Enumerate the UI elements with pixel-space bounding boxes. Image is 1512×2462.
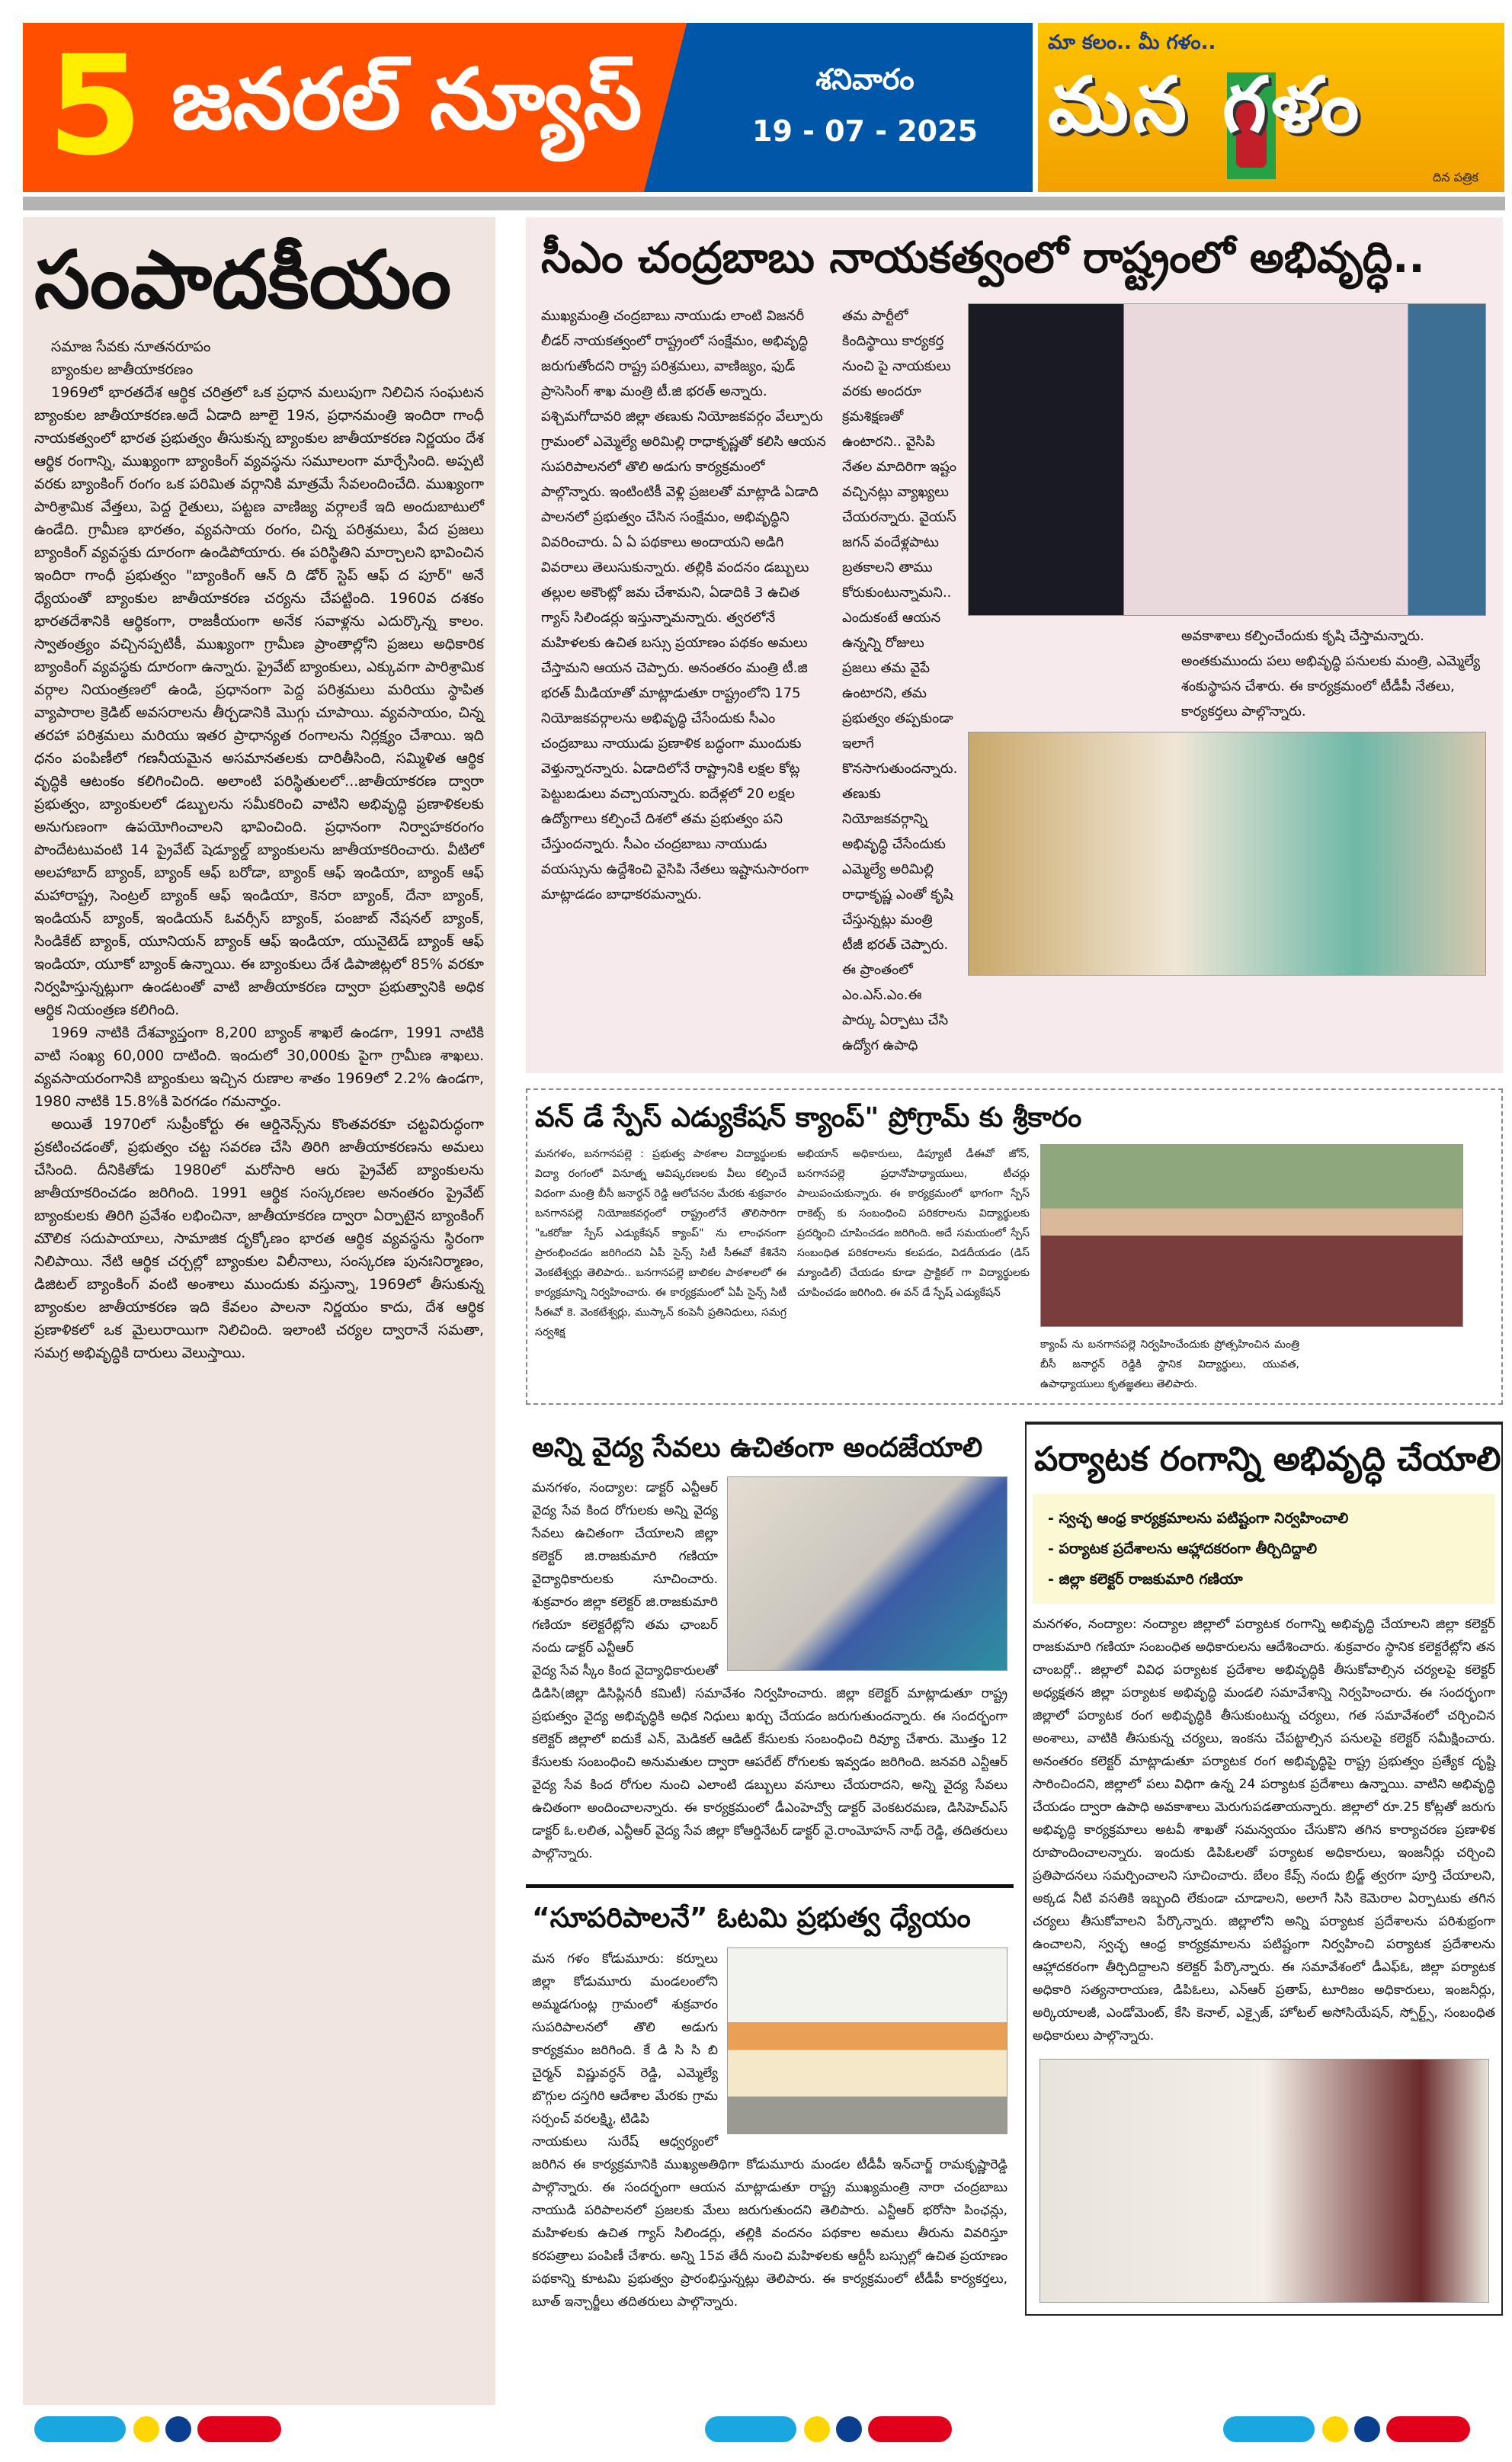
lead-col-1: ముఖ్యమంత్రి చంద్రబాబు నాయుడు లాంటి విజనరీ లీడర్ నాయకత్వంలో రాష్ట్రంలో సంక్షేమం, అభివృద్ధి జరుగుతోందని రాష్ట్ర పరిశ్రమలు, వాణిజ్యం, ఫుడ్ ప్రాసెసింగ్ శాఖ మంత్రి టీ.జి భరత్ అన్నారు. పశ్చిమగోదావరి జిల్లా తణుకు నియోజకవర్గం వేల్పూరు గ్రామంలో ఎమ్మెల్యే అరిమిల్లి రాధాకృష్ణతో కలిసి ఆయన సుపరిపాలనలో తొలి అడుగు కార్యక్రమంలో పాల్గొన్నారు. ఇంటింటికీ వెళ్లి ప్రజలతో మాట్లాడి ఏడాది పాలనలో ప్రభుత్వం చేసిన సంక్షేమం, అభివృద్ధిని వివరించారు. ఏ ఏ పథకాలు అందాయని అడిగి వివరాలు తెలుసుకున్నారు. తల్లికి వందనం డబ్బులు తల్లుల అకౌంట్లో జమ చేశామని, ఏడాదికి 3 ఉచిత గ్యాస్ సిలిండర్లు ఇస్తున్నామన్నారు. త్వరలోనే మహిళలకు ఉచిత బస్సు ప్రయాణం పథకం అమలు చేస్తామని ఆయన చెప్పారు. అనంతరం మంత్రి టీ.జి భరత్ మీడియాతో మాట్లాడుతూ రాష్ట్రంలోని 175 నియోజకవర్గాలను అభివృద్ధి చేసేందుకు సీఎం చంద్రబాబు నాయుడు ప్రణాళిక బద్ధంగా ముందుకు వెళ్తున్నారన్నారు. ఏడాదిలోనే రాష్ట్రానికి లక్షల కోట్ల పెట్టుబడులు వచ్చాయన్నారు. ఐదేళ్లలో 20 లక్షల ఉద్యోగాలు కల్పించే దిశలో తమ ప్రభుత్వం పని చేస్తుందన్నారు. సీఎం చంద్రబాబు నాయుడు వయస్సును ఉద్దేశించి వైసిపి నేతలు ఇష్టానుసారంగా మాట్లాడడం బాధాకరమన్నారు. (541, 308, 826, 903)
tourism-highlights (1033, 1494, 1495, 1604)
lead-col-3: అవకాశాలు కల్పించేందుకు కృషి చేస్తామన్నారు. అంతకుముందు పలు అభివృద్ధి పనులకు మంత్రి, ఎమ్మెల్యే శంకుస్థాపన చేశారు. ఈ కార్యక్రమంలో టీడీపీ నేతలు, కార్యకర్తలు పాల్గొన్నారు. (1181, 628, 1481, 720)
logo-name: మన గళం (1048, 60, 1364, 149)
editorial-paragraph: అయితే 1970లో సుప్రీంకోర్టు ఈ ఆర్డినెన్స్‌ను కొంతవరకూ చట్టవిరుద్ధంగా ప్రకటించడంతో, ప్రభుత్వం చట్ట సవరణ చేసి తిరిగి జాతీయాకరణను అమలు చేసింది. దీనికితోడు 1980లో మరోసారి ఆరు ప్రైవేట్ బ్యాంకులను జాతీయాకరించడం జరిగింది. 1991 ఆర్థిక సంస్కరణల అనంతరం ప్రైవేట్ బ్యాంకులకు తిరిగి ప్రవేశం లభించినా, జాతీయాకరణ ద్వారా ఏర్పాటైన బ్యాంకింగ్ మౌలిక సదుపాయాలు, సామాజిక దృక్కోణం భారత ఆర్థిక వ్యవస్థను స్థిరంగా నిలిపాయి. నేటి ఆర్థిక చర్చల్లో బ్యాంకుల విలీనాలు, సంస్కరణ పునఃనిర్మాణం, డిజిటల్ బ్యాంకింగ్ వంటి అంశాలు ముందుకు వస్తున్నా, 1969లో తీసుకున్న బ్యాంకుల జాతీయాకరణ ఇది కేవలం పాలనా నిర్ణయం కాదు, దేశ ఆర్థిక ప్రణాళికలో ఒక మైలురాయిగా నిలిచింది. ఇలాంటి చర్యల ద్వారానే సమతా, సమగ్ర అభివృద్ధికి దారులు వెలుస్తాయి. (34, 1115, 484, 1361)
lead-photo-minister-visit (968, 303, 1486, 616)
governance-col-1: మన గళం కోడుమూరు: కర్నూలు జిల్లా కోడుమూరు మండలంలోని అమ్మడగుంట్ల గ్రామంలో శుక్రవారం సుపరిపాలనలో తొలి అడుగు కార్యక్రమం జరిగింది. కే డి సి సి బి చైర్మన్ విష్ణువర్ధన్ రెడ్డి, ఎమ్మెల్యే బొగ్గుల దస్తగిరి ఆదేశాల మేరకు గ్రామ సర్పంచ్ వరలక్ష్మి, టిడిపి (532, 1951, 718, 2127)
footer-decor-center (705, 2416, 972, 2444)
left-story-stack (526, 1422, 1014, 2313)
footer-decor-left (34, 2416, 301, 2444)
editorial-subhead: సమాజ సేవకు నూతనరూపం (51, 338, 211, 355)
space-col-2: అభియాన్ అధికారులు, డిప్యూటీ డీఈవో జోన్, బనగానపల్లె ప్రధానోపాధ్యాయులు, టీచర్లు పాలుపంచుకున్నారు. ఈ కార్యక్రమంలో భాగంగా స్పేస్ రాకెట్స్ కు సంబంధించి పరికరాలను విద్యార్థులకు ప్రదర్శించి చూపించడం జరిగింది. అదే సమయంలో స్పేస్ సంబంధిత పరికరాలను కలపడం, విడదీయడం (డిస్ మ్యాండిల్) చేయడం కూడా ప్రాక్టికల్ గా విద్యార్థులకు చూపించడం జరిగింది. ఈ వన్ డే స్పేష్ ఎడ్యుకేషన్ (797, 1147, 1030, 1299)
medical-col-1: మనగళం, నంద్యాల: డాక్టర్ ఎన్టీఆర్ వైద్య సేవ కింద రోగులకు అన్ని వైద్య సేవలు ఉచితంగా చేయాలని జిల్లా కలెక్టర్ జి.రాజకుమారి గణియా వైద్యాధికారులకు సూచించారు. శుక్రవారం జిల్లా కలెక్టర్ జి.రాజకుమారి గణియా కలెక్టరేట్లోని తమ ఛాంబర్ నందు డాక్టర్ ఎన్టీఆర్ (532, 1480, 718, 1656)
editorial-paragraph: 1969 నాటికి దేశవ్యాప్తంగా 8,200 బ్యాంక్ శాఖలే ఉండగా, 1991 నాటికి వాటి సంఖ్య 60,000 దాటింది. ఇందులో 30,000కు పైగా గ్రామీణ శాఖలు. వ్యవసాయరంగానికి బ్యాంకులు ఇచ్చిన రుణాల శాతం 1969లో 2.2% ఉండగా, 1980 నాటికి 15.8%కి పెరగడం గమనార్హం. (34, 1024, 484, 1110)
footer-decor-right (1223, 2416, 1490, 2444)
editorial-column (23, 217, 495, 2405)
governance-headline: “సూపరిపాలనే” ఓటమి ప్రభుత్వ ధ్యేయం (532, 1903, 971, 1935)
editorial-body (34, 335, 484, 1364)
editorial-subhead: బ్యాంకుల జాతీయాకరణం (51, 361, 194, 378)
tourism-headline: పర్యాటక రంగాన్ని అభివృద్ధి చేయాలి (1034, 1439, 1501, 1479)
tourism-body: మనగళం, నంద్యాల: నంద్యాల జిల్లాలో పర్యాటక రంగాన్ని అభివృద్ధి చేయాలని జిల్లా కలెక్టర్ రాజకుమారి గణియా సంబంధిత అధికారులను ఆదేశించారు. శుక్రవారం స్థానిక కలెక్టరేట్లోని తన చాంబర్లో.. జిల్లాలో వివిధ పర్యాటక ప్రదేశాల అభివృద్ధికి తీసుకోవాల్సిన చర్యలపై కలెక్టర్ అధ్యక్షతన జిల్లా పర్యాటక అభివృద్ధి మండలి సమావేశాన్ని నిర్వహించారు. ఈ సందర్భంగా జిల్లాలో పర్యాటక రంగ అభివృద్ధికి తీసుకుంటున్న చర్యలు, గత సమావేశంలో చర్చించిన అంశాలు, వాటికి తీసుకున్న చర్యలు, ఇంకను చేపట్టాల్సిన పనులపై కలెక్టర్ సమీక్షించారు. అనంతరం కలెక్టర్ మాట్లాడుతూ పర్యాటక రంగ అభివృద్ధిపై రాష్ట్ర ప్రభుత్వం ప్రత్యేక దృష్టి సారించిందని, జిల్లాలో పలు విధిగా ఉన్న 24 పర్యాటక ప్రదేశాలు ఉన్నాయి. వాటిని అభివృద్ధి చేయడం ద్వారా ఉపాధి అవకాశాలు మెరుగుపడతాయన్నారు. జిల్లాలో రూ.25 కోట్లతో జరుగు అభివృద్ధి కార్యక్రమాలు అటవీ శాఖతో సమన్వయం చేసుకొని తగిన కార్యాచరణ ప్రణాళిక రూపొందించాలన్నారు. ఇందుకు డిపిఓలతో పర్యాటక అధికారులు, ఇంజనీర్లు చర్చించి ప్రతిపాదనలు సమర్పించాలని సూచించారు. బేలం కేవ్స్ నందు బ్రిడ్జ్ త్వరగా పూర్తి చేయాలని, అక్కడ నీటి వసతికి ఇబ్బంది లేకుండా చూడాలని, అలాగే సిసి కెమెరాల ఏర్పాటుకు తగిన చర్యలు తీసుకోవాలని పేర్కొన్నారు. జిల్లాలోని అన్ని పర్యాటక ప్రదేశాలను పరిశుభ్రంగా ఉంచాలని, స్వచ్ఛ ఆంధ్ర కార్యక్రమాలను పటిష్టంగా నిర్వహించి పర్యాటక ప్రదేశాలను ఆహ్లాదకరంగా తీర్చిదిద్దాలని కలెక్టర్ పేర్కొన్నారు. ఈ సమావేశంలో డీఎఫ్ఓ, జిల్లా పర్యాటక అధికారి సత్యనారాయణ, డిపిఓలు, ఎన్ఆర్ ప్రతాప్, టూరిజం అధికారులు, ఇంజనీర్లు, అర్కియాలజీ, ఎండోమెంట్, కేసి కెనాల్, ఎక్సైజ్, హోటల్ అసోసియేషన్, స్పోర్ట్స్, సంబంధిత అధికారులు పాల్గొన్నారు. (1033, 1617, 1495, 2044)
medical-services-story (526, 1422, 1014, 1865)
lead-story (526, 217, 1503, 1073)
lead-media-column (968, 303, 1486, 976)
header-date-band (644, 23, 1033, 192)
logo-subtitle: దిన పత్రిక (1433, 170, 1478, 184)
news-region (526, 217, 1503, 2316)
space-media-column (1040, 1144, 1463, 1394)
issue-date: 19 - 07 - 2025 (752, 114, 978, 148)
lead-headline: సీఎం చంద్రబాబు నాయకత్వంలో రాష్ట్రంలో అభివృద్ధి.. (541, 233, 1425, 283)
space-camp-photo-students (1040, 1144, 1463, 1327)
page-number: 5 (47, 27, 143, 186)
highlight-item: - జిల్లా కలెక్టర్ రాజకుమారి గణియా (1048, 1571, 1243, 1588)
lead-photo-leaflet-distribution (968, 732, 1486, 976)
header-divider (23, 197, 1505, 210)
space-col-3: క్యాంప్ ను బనగానపల్లె నిర్వహించేందుకు ప్రోత్సహించిన మంత్రి బీసీ జనార్ధన్ రెడ్డికి స్థానిక విద్యార్థులు, యువత, ఉపాధ్యాయులు కృతజ్ఞతలు తెలిపారు. (1040, 1338, 1299, 1390)
governance-photo-group (727, 1947, 1007, 2134)
medical-body: వైద్య సేవ స్కీం కింద వైద్యాధికారులతో డిడిసి(జిల్లా డిసిప్లినరీ కమిటీ) సమావేశం నిర్వహించారు. జిల్లా కలెక్టర్ మాట్లాడుతూ రాష్ట్ర ప్రభుత్వం వైద్య అభివృద్ధికి అధిక నిధులు ఖర్చు చేయడం జరుగుతుందన్నారు. ఈ సందర్భంగా కలెక్టర్ జిల్లాలో ఐదుకే ఎన్, మెడికల్ ఆడిట్ కేసులకు సంబంధించి రివ్యూ చేశారు. మొత్తం 12 కేసులకు సంబంధించి అనుమతుల ద్వారా ఆపరేట్ రోగులకు ఇవ్వడం జరిగింది. జనవరి ఎన్టీఆర్ వైద్య సేవ కింద రోగుల నుంచి ఎలాంటి డబ్బులు వసూలు చేయరాదని, అన్ని వైద్య సేవలు ఉచితంగా అందించాలన్నారు. ఈ కార్యక్రమంలో డీఎంహెచ్వో డాక్టర్ వెంకటరమణ, డిసిహెచ్ఎస్ డాక్టర్ ఓ.లలిత, ఎన్టీఆర్ వైద్య సేవ జిల్లా కోఆర్డినేటర్ డాక్టర్ వై.రాంమోహన్ నాథ్ రెడ్డి, తదితరులు పాల్గొన్నారు. (532, 1663, 1007, 1862)
editorial-title: సంపాదకీయం (34, 233, 452, 326)
issue-day: శనివారం (815, 63, 915, 96)
space-camp-story (526, 1088, 1503, 1404)
space-col-1: మనగళం, బనగానపల్లె : ప్రభుత్వ పాఠశాల విద్యార్థులకు విద్యా రంగంలో వినూత్న ఆవిష్కరణలకు వీలు కల్పించే విధంగా మంత్రి బీసీ జనార్థన్ రెడ్డి ఆలోచనల మేరకు శుక్రవారం బనగానపల్లె నియోజకవర్గంలో రాష్ట్రంలోనే తొలిసారిగా "ఒకరోజు స్పేస్ ఎడ్యుకేషన్ క్యాంప్" ను లాంఛనంగా ప్రారంభించడం జరిగిందని ఏపీ సైన్స్ సిటీ సీఈవో కేశినేని వెంకటేశ్వర్లు తెలిపారు.. బనగానపల్లె బాలికల పాఠశాలలో ఈ కార్యక్రమాన్ని నిర్వహించారు. ఈ కార్యక్రమంలో ఏపీ సైన్స్ సిటీ సీఈవో కె. వెంకటేశ్వర్లు, ముస్కాన్ కంపెనీ ప్రతినిధులు, సమగ్ర సర్వశిక్ష (535, 1147, 786, 1338)
good-governance-story (526, 1884, 1014, 2313)
lead-col-2: తమ పార్టీలో కిందిస్థాయి కార్యకర్త నుంచి పై నాయకులు వరకు అందరూ క్రమశిక్షణతో ఉంటారని.. వైసిపి నేతల మాదిరిగా ఇష్టం వచ్చినట్లు వ్యాఖ్యలు చేయరన్నారు. వైయస్ జగన్ వందేళ్లపాటు బ్రతకాలని తాము కోరుకుంటున్నామని.. ఎందుకంటే ఆయన ఉన్నన్ని రోజులు ప్రజలు తమ వైపే ఉంటారని, తమ ప్రభుత్వం తప్పకుండా ఇలాగే కొనసాగుతుందన్నారు. తణుకు నియోజకవర్గాన్ని అభివృద్ధి చేసేందుకు ఎమ్మెల్యే అరిమిల్లి రాధాకృష్ణ ఎంతో కృషి చేస్తున్నట్లు మంత్రి టీజీ భరత్ చెప్పారు. ఈ ప్రాంతంలో ఎం.ఎస్.ఎం.ఈ పార్కు ఏర్పాటు చేసి ఉద్యోగ ఉపాధి (842, 308, 958, 1054)
highlight-item: - పర్యాటక ప్రదేశాలను ఆహ్లాదకరంగా తీర్చిదిద్దాలి (1048, 1540, 1318, 1558)
space-camp-headline: వన్ డే స్పేస్ ఎడ్యుకేషన్ క్యాంప్" ప్రోగ్రామ్ కు శ్రీకారం (535, 1102, 1082, 1134)
logo-tagline: మా కలం.. మీ గళం.. (1048, 31, 1216, 54)
section-title: జనరల్ న్యూస్ (171, 50, 642, 148)
tourism-photo-collector-meeting (1040, 2059, 1489, 2303)
governance-body: నాయకులు సురేష్ ఆధ్వర్యంలో జరిగిన ఈ కార్యక్రమానికి ముఖ్యఅతిథిగా కోడుమూరు మండల టీడీపీ ఇన్‌చార్జ్ రామకృష్ణారెడ్డి పాల్గొన్నారు. ఈ సందర్భంగా ఆయన మాట్లాడుతూ రాష్ట్ర ముఖ్యమంత్రి నారా చంద్రబాబు నాయుడి పరిపాలనలో ప్రజలకు మేలు జరుగుతుందని తెలిపారు. ఎన్టీఆర్ భరోసా పింఛన్లు, మహిళలకు ఉచిత గ్యాస్ సిలిండర్లు, తల్లికి వందనం పథకాల అమలు తీరును వివరిస్తూ కరపత్రాలు పంపిణీ చేశారు. అన్ని 15వ తేదీ నుంచి మహిళలకు ఆర్టీసీ బస్సుల్లో ఉచిత ప్రయాణం పథకాన్ని కూటమి ప్రభుత్వం ప్రారంభిస్తున్నట్లు తెలిపారు. ఈ కార్యక్రమంలో టీడీపీ కార్యకర్తలు, బూత్ ఇన్చార్జీలు తదితరులు పాల్గొన్నారు. (532, 2133, 1007, 2310)
editorial-paragraph: 1969లో భారతదేశ ఆర్థిక చరిత్రలో ఒక ప్రధాన మలుపుగా నిలిచిన సంఘటన బ్యాంకుల జాతీయాకరణ.అదే ఏడాది జూలై 19న, ప్రధానమంత్రి ఇందిరా గాంధీ నాయకత్వంలో భారత ప్రభుత్వం తీసుకున్న బ్యాంకుల జాతీయాకరణ నిర్ణయం దేశ ఆర్థిక రంగాన్ని, ముఖ్యంగా బ్యాంకింగ్ వ్యవస్థను సమూలంగా మార్చేసింది. అప్పటి వరకు బ్యాంకింగ్ రంగం ఒక పరిమిత వర్గానికి మాత్రమే సేవలందించేది. ముఖ్యంగా పారిశ్రామిక వేత్తలు, పెద్ద రైతులు, పట్టణ వాణిజ్య వర్గాలకే ఇది అందుబాటులో ఉండేది. గ్రామీణ భారతం, వ్యవసాయ రంగం, చిన్న పరిశ్రమలు, పేద ప్రజలు బ్యాంకింగ్ వ్యవస్థకు దూరంగా ఉండిపోయారు. ఈ పరిస్థితిని మార్చాలని భావించిన ఇందిరా గాంధీ ప్రభుత్వం "బ్యాంకింగ్ ఆన్ ది డోర్ స్టెప్ ఆఫ్ ద పూర్" అనే ధ్యేయంతో బ్యాంకుల జాతీయాకరణ చర్యను చేపట్టింది. 1960వ దశకం భారతదేశానికి ఆర్థికంగా, రాజకీయంగా అనేక సవాళ్లను ఎదుర్కొన్న కాలం. స్వాతంత్ర్యం వచ్చినప్పటికీ, ముఖ్యంగా గ్రామీణ ప్రాంతాల్లోని ప్రజలు అధికారిక బ్యాంకింగ్ వ్యవస్థకు దూరంగా ఉన్నారు. ప్రైవేట్ బ్యాంకులు, ఎక్కువగా పారిశ్రామిక వర్గాల నియంత్రణలో ఉండి, ప్రధానంగా పెద్ద పరిశ్రమలు మరియు స్థాపిత వ్యాపారాల క్రెడిట్ అవసరాలను తీర్చడానికి మొగ్గు చూపాయి. వ్యవసాయం, చిన్న తరహా పరిశ్రమలు మరియు ఇతర ప్రాధాన్యత రంగాలను నిర్లక్ష్యం చేశాయి. ఇది ధనం పంపిణీలో గణనీయమైన అసమానతలకు దారితీసింది, సమ్మిళిత ఆర్థిక వృద్ధికి ఆటంకం కలిగించింది. అలాంటి పరిస్థితులలో...జాతీయాకరణ ద్వారా ప్రభుత్వం, బ్యాంకులలో డబ్బులను సమీకరించి వాటిని అభివృద్ధి ప్రణాళికలకు అనుగుణంగా ఉపయోగించాలని భావించింది. ప్రధానంగా నిర్వాహకరంగం పొందేటటువంటి 14 ప్రైవేట్ షెడ్యూల్డ్ బ్యాంకులను జాతీయాకరించారు. వీటిలో అలహాబాద్ బ్యాంక్, బ్యాంక్ ఆఫ్ బరోడా, బ్యాంక్ ఆఫ్ ఇండియా, బ్యాంక్ ఆఫ్ మహారాష్ట్ర, సెంట్రల్ బ్యాంక్ ఆఫ్ ఇండియా, కెనరా బ్యాంక్, దేనా బ్యాంక్, ఇండియన్ బ్యాంక్, ఇండియన్ ఓవర్సీస్ బ్యాంక్, పంజాబ్ నేషనల్ బ్యాంక్, సిండికేట్ బ్యాంక్, యూనియన్ బ్యాంక్ ఆఫ్ ఇండియా, యునైటెడ్ బ్యాంక్ ఆఫ్ ఇండియా, యూకో బ్యాంక్ ఉన్నాయి. ఈ బ్యాంకులు దేశ డిపాజిట్లలో 85% వరకూ నిర్వహిస్తున్నట్లుగా ఉండటంతో వాటి జాతీయాకరణ ద్వారా ప్రభుత్వానికి అధిక ఆర్థిక నియంత్రణ కలిగింది. (34, 383, 484, 1018)
medical-headline: అన్ని వైద్య సేవలు ఉచితంగా అందజేయాలి (532, 1431, 983, 1463)
tourism-story (1025, 1422, 1503, 2316)
medical-photo-meeting (727, 1476, 1007, 1671)
bottom-stories-row (526, 1422, 1503, 2316)
highlight-item: - స్వచ్ఛ ఆంధ్ర కార్యక్రమాలను పటిష్టంగా నిర్వహించాలి (1048, 1510, 1349, 1528)
